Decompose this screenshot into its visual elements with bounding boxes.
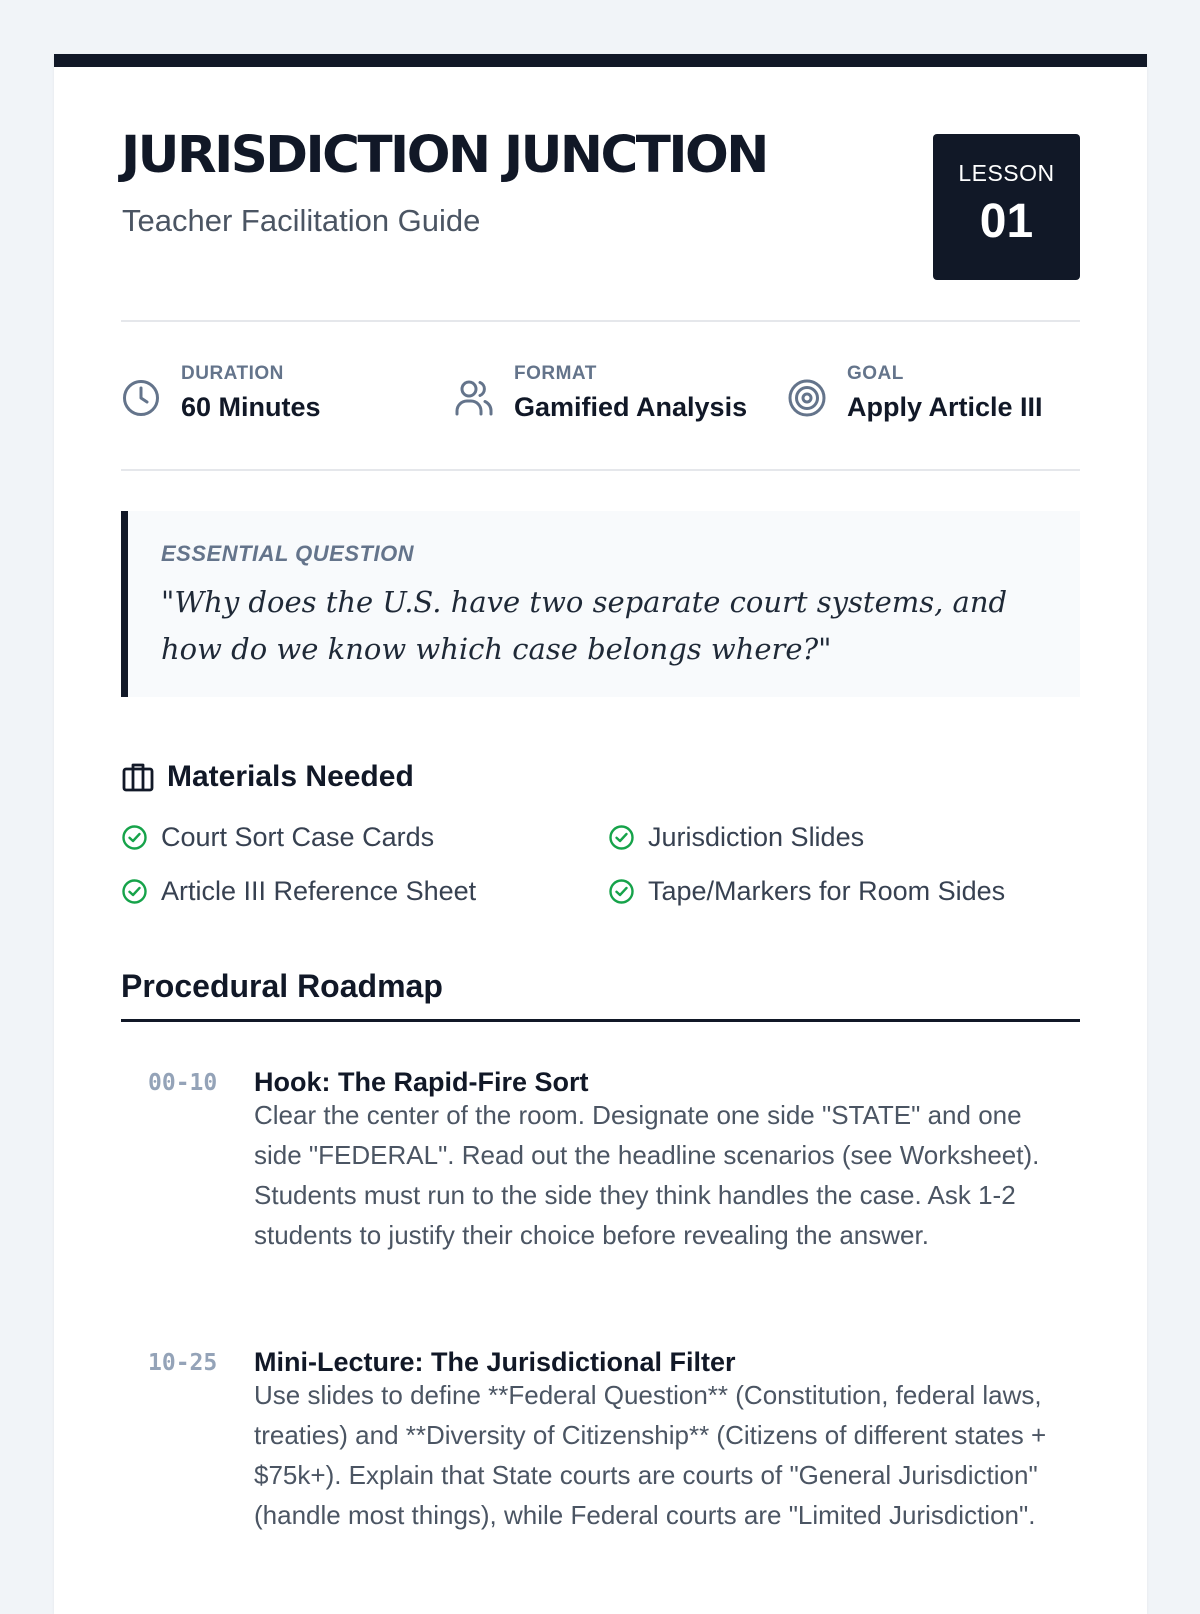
roadmap-heading-text: Procedural Roadmap — [121, 968, 443, 1004]
material-item-label: Article III Reference Sheet — [161, 876, 477, 906]
step-time: 10-25 — [148, 1350, 218, 1376]
top-accent-bar — [54, 54, 1147, 67]
step-time: 00-10 — [148, 1070, 218, 1096]
step-title: Mini-Lecture: The Jurisdictional Filter — [254, 1347, 736, 1377]
check-circle-icon — [608, 878, 635, 905]
meta-label: FORMAT — [514, 363, 597, 384]
header-divider — [121, 320, 1080, 322]
meta-value: Apply Article III — [847, 392, 1043, 422]
meta-value: Gamified Analysis — [514, 392, 748, 422]
material-item-label: Tape/Markers for Room Sides — [648, 876, 1006, 906]
check-circle-icon — [121, 824, 148, 851]
essential-question-box — [121, 511, 1080, 697]
essential-question-text: "Why does the U.S. have two separate court systems, and how do we know which case belongs where?" — [161, 585, 1008, 666]
roadmap-heading — [121, 967, 1080, 1022]
check-circle-icon — [121, 878, 148, 905]
lesson-number: 01 — [979, 195, 1034, 248]
step-body: Use slides to define **Federal Question** (Constitution, federal laws, treaties) and **Diversity of Citizenship** (Citizens of different states + $75k+). Explain that State courts are courts of "General Jurisdiction" (handle most things), while Federal courts are "Limited Jurisdiction". — [254, 1380, 1047, 1530]
materials-heading-text: Materials Needed — [167, 760, 414, 793]
target-icon — [787, 378, 827, 418]
guide-page — [54, 54, 1147, 1614]
briefcase-icon — [121, 760, 155, 794]
material-item-label: Jurisdiction Slides — [648, 822, 865, 852]
lesson-label: LESSON — [958, 160, 1055, 186]
lesson-badge — [933, 134, 1080, 280]
clock-icon — [121, 378, 161, 418]
meta-value: 60 Minutes — [181, 392, 321, 422]
page-subtitle: Teacher Facilitation Guide — [122, 203, 481, 238]
step-title: Hook: The Rapid-Fire Sort — [254, 1067, 589, 1097]
meta-label: GOAL — [847, 363, 904, 384]
material-item-label: Court Sort Case Cards — [161, 822, 435, 852]
essential-question-label: ESSENTIAL QUESTION — [161, 541, 415, 566]
page-title: JURISDICTION JUNCTION — [121, 126, 767, 185]
check-circle-icon — [608, 824, 635, 851]
meta-label: DURATION — [181, 363, 284, 384]
step-body: Clear the center of the room. Designate one side "STATE" and one side "FEDERAL". Read out the headline scenarios (see Worksheet). Students must run to the side they think handles the case. Ask 1-2 students to justify their choice before revealing the answer. — [254, 1100, 1040, 1250]
meta-divider — [121, 469, 1080, 471]
users-icon — [454, 378, 494, 418]
